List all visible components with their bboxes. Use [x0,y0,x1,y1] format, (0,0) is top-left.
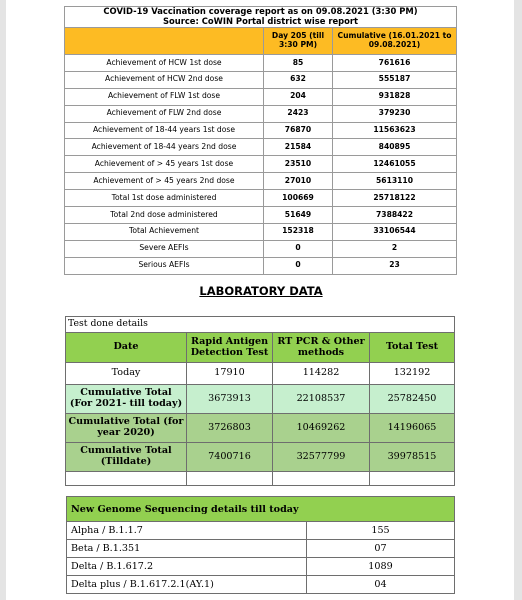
blank-cell [370,472,455,486]
lab-row-rapid: 7400716 [187,443,273,472]
vaccination-header-blank [65,28,264,55]
row-cumulative-value: 761616 [333,55,457,72]
table-row [65,190,457,207]
lab-row-rtpcr: 22108537 [273,385,370,414]
vaccination-title-cell [65,7,457,28]
row-cumulative-value: 7388422 [333,207,457,224]
lab-section-heading: LABORATORY DATA [199,284,323,298]
lab-row-rapid: 3726803 [187,414,273,443]
table-row [65,173,457,190]
lab-header-rapid: Rapid Antigen Detection Test [187,333,273,363]
row-label: Total 2nd dose administered [65,207,264,224]
lab-header-rtpcr: RT PCR & Other methods [273,333,370,363]
row-day-value: 0 [264,240,333,257]
row-day-value: 21584 [264,139,333,156]
lab-row-rapid: 17910 [187,363,273,385]
row-label: Achievement of 18-44 years 1st dose [65,122,264,139]
variant-count: 1089 [307,558,455,576]
row-cumulative-value: 25718122 [333,190,457,207]
lab-row-label: Cumulative Total (For 2021- till today) [66,385,187,414]
table-row [67,522,455,540]
table-row [65,88,457,105]
row-cumulative-value: 379230 [333,105,457,122]
table-row [65,55,457,72]
right-page-edge [514,0,522,600]
row-cumulative-value: 12461055 [333,156,457,173]
vaccination-header-row [65,28,457,55]
left-page-edge [0,0,6,600]
vaccination-table [64,6,457,275]
table-row [66,443,455,472]
lab-row-label: Cumulative Total (for year 2020) [66,414,187,443]
blank-cell [66,472,187,486]
row-label: Achievement of > 45 years 2nd dose [65,173,264,190]
table-row [67,576,455,594]
lab-blank-row [66,472,455,486]
lab-row-rtpcr: 10469262 [273,414,370,443]
row-cumulative-value: 33106544 [333,223,457,240]
lab-row-total: 132192 [370,363,455,385]
variant-count: 04 [307,576,455,594]
row-day-value: 632 [264,71,333,88]
row-label: Achievement of > 45 years 1st dose [65,156,264,173]
lab-caption-row [66,317,455,333]
table-row [67,558,455,576]
lab-row-label: Cumulative Total (Tilldate) [66,443,187,472]
genome-title: New Genome Sequencing details till today [67,497,455,522]
vaccination-title: COVID-19 Vaccination coverage report as on 09.08.2021 (3:30 PM) [103,6,418,17]
row-day-value: 85 [264,55,333,72]
variant-label: Beta / B.1.351 [67,540,307,558]
row-day-value: 0 [264,257,333,274]
row-day-value: 51649 [264,207,333,224]
table-row [65,207,457,224]
lab-row-rtpcr: 32577799 [273,443,370,472]
vaccination-source: Source: CoWIN Portal district wise report [162,16,359,26]
lab-caption: Test done details [66,317,455,333]
row-cumulative-value: 2 [333,240,457,257]
row-day-value: 27010 [264,173,333,190]
row-cumulative-value: 840895 [333,139,457,156]
row-day-value: 23510 [264,156,333,173]
variant-count: 155 [307,522,455,540]
genome-header-row [67,497,455,522]
row-day-value: 2423 [264,105,333,122]
lab-row-total: 25782450 [370,385,455,414]
table-row [65,240,457,257]
table-row [66,385,455,414]
blank-cell [273,472,370,486]
row-label: Achievement of FLW 1st dose [65,88,264,105]
table-row [65,139,457,156]
table-row [65,257,457,274]
row-day-value: 76870 [264,122,333,139]
table-row [66,414,455,443]
blank-cell [187,472,273,486]
variant-count: 07 [307,540,455,558]
lab-row-rapid: 3673913 [187,385,273,414]
variant-label: Delta / B.1.617.2 [67,558,307,576]
variant-label: Delta plus / B.1.617.2.1(AY.1) [67,576,307,594]
lab-header-total: Total Test [370,333,455,363]
vaccination-header-cumulative: Cumulative (16.01.2021 to 09.08.2021) [333,28,457,55]
row-day-value: 152318 [264,223,333,240]
lab-row-rtpcr: 114282 [273,363,370,385]
table-row [67,540,455,558]
row-label: Achievement of HCW 2nd dose [65,71,264,88]
row-cumulative-value: 23 [333,257,457,274]
table-row [66,363,455,385]
row-cumulative-value: 931828 [333,88,457,105]
row-label: Achievement of FLW 2nd dose [65,105,264,122]
row-cumulative-value: 5613110 [333,173,457,190]
row-label: Total Achievement [65,223,264,240]
lab-row-label: Today [66,363,187,385]
row-label: Severe AEFIs [65,240,264,257]
row-label: Achievement of 18-44 years 2nd dose [65,139,264,156]
row-label: Serious AEFIs [65,257,264,274]
row-cumulative-value: 11563623 [333,122,457,139]
row-label: Total 1st dose administered [65,190,264,207]
table-row [65,105,457,122]
variant-label: Alpha / B.1.1.7 [67,522,307,540]
lab-row-total: 14196065 [370,414,455,443]
lab-table [65,316,455,486]
lab-header-date: Date [66,333,187,363]
table-row [65,122,457,139]
lab-header-row [66,333,455,363]
vaccination-title-row [65,7,457,28]
row-label: Achievement of HCW 1st dose [65,55,264,72]
genome-table [66,496,455,594]
lab-row-total: 39978515 [370,443,455,472]
row-cumulative-value: 555187 [333,71,457,88]
table-row [65,71,457,88]
row-day-value: 100669 [264,190,333,207]
table-row [65,156,457,173]
table-row [65,223,457,240]
row-day-value: 204 [264,88,333,105]
vaccination-header-day: Day 205 (till 3:30 PM) [264,28,333,55]
